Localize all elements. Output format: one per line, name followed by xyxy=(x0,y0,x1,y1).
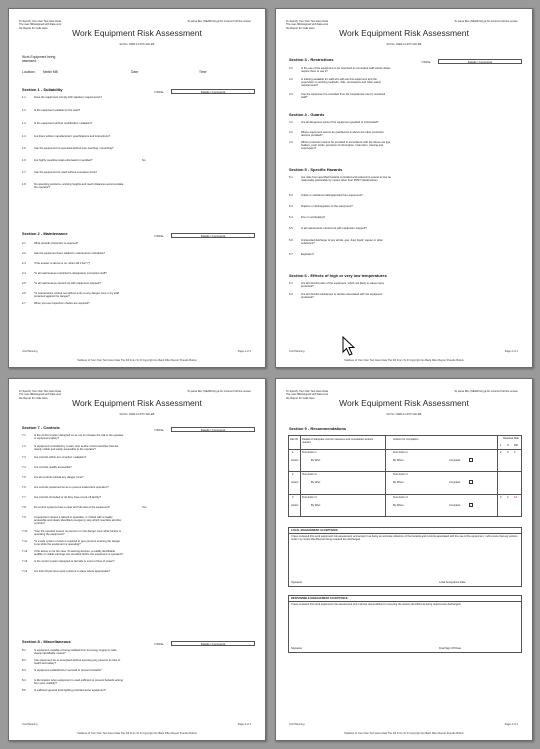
responsible-acceptance-text: I have reviewed this work equipment risk assessment and I accept responsibility for ensuring the actions identified as being required are discharged. xyxy=(291,603,461,606)
question-number: 7.2 xyxy=(22,445,26,448)
section-5-title: Section 5 - Specific Hazards xyxy=(289,167,343,172)
page-header-left: To Specify Your Own Text Here Data The user-fill/Assigned with Data onto the Report for Cells Here xyxy=(19,20,62,30)
complete-label: Complete: xyxy=(449,459,461,462)
question-text: Fire or overheating? xyxy=(301,216,326,219)
section-6-title: Section 6 - Effects of high or very low temperatures xyxy=(289,273,387,278)
question-number: 4.2 xyxy=(289,131,293,134)
question-text: Is the control system designed so as not to increase the risk to the operator or equipment safety? xyxy=(34,434,124,441)
page-number: Page 4 of 4 xyxy=(504,722,518,726)
details-column-header: Details / Comments xyxy=(171,89,255,94)
likelihood-value: 2 xyxy=(500,451,502,454)
question-number: 3.3 xyxy=(289,93,293,96)
yn-column-header: Y/N/Na xyxy=(421,60,431,64)
question-number: 1.2 xyxy=(22,109,26,112)
action-text: Test Action 3 xyxy=(393,496,408,499)
question-text: *Can the operator ensure no person is in the danger zone while he/she is operating the equipment? xyxy=(34,530,121,537)
question-text: Unintended discharge of any article, gas, dust, liquid, vapour or other substance? xyxy=(301,239,384,246)
page-header-left: To Specify Your Own Text Here Data The user-fill/Assigned with Data onto the Report for Cells Here xyxy=(19,390,62,400)
question-number: 5.4 xyxy=(289,216,293,219)
question-text: If the answer to above is no, when will it be? (*) xyxy=(34,262,91,265)
question-text: Are all controls outside any danger zone? xyxy=(34,476,84,479)
question-text: Can equipment be re-energised without exposing any persons to risks to health and safety? xyxy=(34,659,121,666)
question-number: 7.13 xyxy=(22,560,28,563)
question-text: When pre-use inspection checks are required? xyxy=(34,302,90,305)
details-header: Details of adequate control measures and remediation actions needed xyxy=(302,438,374,445)
section-8-title: Section 8 - Miscellaneous xyxy=(22,639,71,644)
question-text: Are all hot/cold parts of the equipment, which are likely to cause injury protected? xyxy=(301,282,385,289)
action-label: Action: xyxy=(291,504,299,507)
question-number: 5.6 xyxy=(289,239,293,242)
footer-left: Unit Planning xyxy=(22,349,38,353)
page-header-left: To Specify Your Own Text Here Data The user-fill/Assigned with Data onto the Report for Cells Here xyxy=(286,20,329,30)
question-text: Where equipment cannot be guarded as in above are other protective devices provided? xyxy=(301,131,384,138)
question-number: 7.4 xyxy=(22,466,26,469)
local-acceptance-date-label[interactable]: Local Acceptance Date xyxy=(439,581,466,584)
question-number: 2.7 xyxy=(22,302,26,305)
question-number: 2.4 xyxy=(22,272,26,275)
question-text: Is sufficient general local lighting provided at the equipment? xyxy=(34,689,106,692)
footer-left: Unit Planning xyxy=(22,722,38,726)
page-header-right: To parse Box (SEARCH) ga for incorrect full line screen xyxy=(187,20,251,23)
document-title: Work Equipment Risk Assessment xyxy=(72,398,202,408)
residual-risk-value: 12 xyxy=(514,496,517,499)
question-number: 2.6 xyxy=(22,292,26,295)
reference-number: Ref No: WER-12-0077-ED-EB xyxy=(119,413,155,416)
control-measure-text: Test Action 3 xyxy=(302,496,317,499)
details-column-header: Details / Comments xyxy=(438,59,522,64)
question-number: 7.9 xyxy=(22,516,26,519)
question-text: Are highly repetitive tasks eliminated or avoided? xyxy=(34,159,93,162)
question-number: 1.1 xyxy=(22,96,26,99)
question-text: Can the equipment be used without excessive force? xyxy=(34,171,98,174)
residual-risk-header: Residual Risk xyxy=(503,437,519,440)
reference-number: Ref No: WER-12-0077-ED-EB xyxy=(119,43,155,46)
section-2-title: Section 2 - Maintenance xyxy=(22,231,68,236)
by-when-label: By When: xyxy=(393,481,405,484)
yn-column-header: Y/N/Na xyxy=(154,90,164,94)
question-number: 1.4 xyxy=(22,135,26,138)
action-label: Action: xyxy=(291,459,299,462)
question-number: 1.3 xyxy=(22,122,26,125)
section-3-title: Section 3 - Restrictions xyxy=(289,57,334,62)
question-number: 7.8 xyxy=(22,506,26,509)
question-text: Where protection cannot be provided in accordance with the above are jigs, holders, push sticks, provision of information, instruction, training and supervision? xyxy=(301,141,391,151)
question-number: 7.3 xyxy=(22,456,26,459)
question-text: What periodic inspection is required? xyxy=(34,242,79,245)
by-who-label: By Who: xyxy=(311,504,321,507)
complete-label: Complete: xyxy=(449,481,461,484)
location-value: Merlin Mill xyxy=(43,70,58,74)
question-number: 7.12 xyxy=(22,550,28,553)
question-text: *Is all maintenance carried out with equipment stopped? xyxy=(34,282,101,285)
local-acceptance-title: LOCAL MANAGEMENT ACCEPTANCE xyxy=(291,529,338,532)
question-number: 5.2 xyxy=(289,194,293,197)
question-text: If equipment causes a hazard in operation, is it fitted with a readily accessible and clearly identified emergency stop which overrides all other controls? xyxy=(34,516,122,526)
control-measure-text: Test Action 1 xyxy=(302,451,317,454)
question-text: Can the equipment be operated without over reaching / stretching? xyxy=(34,147,114,150)
responsible-management-acceptance-box xyxy=(288,595,522,653)
s-header: S xyxy=(507,444,509,447)
question-text: Can the equipment be excluded from the hospital site use by untrained staff? xyxy=(301,93,386,100)
question-number: 1.5 xyxy=(22,147,26,150)
page-number: Page 1 of 4 xyxy=(237,349,251,353)
question-text: Are all hot/cold substances or articles associated with the equipment protected? xyxy=(301,293,383,300)
document-page-2[interactable] xyxy=(275,8,533,368)
action-text: Test Action 2 xyxy=(393,473,408,476)
question-number: 3.1 xyxy=(289,67,293,70)
complete-label: Complete: xyxy=(449,504,461,507)
section-4-title: Section 4 - Guards xyxy=(289,112,325,117)
by-who-label: By Who: xyxy=(311,481,321,484)
page-header-right: To parse Box (SEARCH) ga for incorrect full line screen xyxy=(187,390,251,393)
details-column-header: Details / Comments xyxy=(171,233,255,238)
details-column-header: Details / Comments xyxy=(171,427,255,432)
question-text: Are there written manufacturers' specifications and instructions? xyxy=(34,135,111,138)
question-text: Is training available for staff who will use this equipment and the supervision in working methods, risks, precautions and other safety requirements? xyxy=(301,78,381,88)
local-acceptance-text: I have reviewed this work equipment risk assessment and accept it as being an accurate reflection of the hazards and controls associated with the use of the equipment. I will ensure that any actions under my control identified as being required are discharged. xyxy=(291,535,518,542)
page-number: Page 3 of 4 xyxy=(237,722,251,726)
question-number: 2.3 xyxy=(22,262,26,265)
by-when-label: By When: xyxy=(393,504,405,507)
footer-center: Tackless of Your Own Text Here Data The Fill 3mm To D Copyright Go Back Filter Report Pseudo Button xyxy=(344,358,464,362)
document-page-4[interactable] xyxy=(275,378,533,741)
question-text: Are lock-off permit-to-work systems in place where appropriate? xyxy=(34,570,110,573)
section-7-title: Section 7 - Controls xyxy=(22,425,60,430)
by-when-label: By When: xyxy=(393,459,405,462)
question-text: Are controls readily accessible? xyxy=(34,466,72,469)
question-number: 8.3 xyxy=(22,669,26,672)
complete-checkbox[interactable] xyxy=(469,503,473,507)
question-number: 7.1 xyxy=(22,434,26,437)
question-number: 3.2 xyxy=(289,78,293,81)
question-text: Are controls positioned so as to prevent inadvertent operation? xyxy=(34,486,109,489)
question-number: 1.8 xyxy=(22,183,26,186)
likelihood-value: 3 xyxy=(500,496,502,499)
haz-id: 2 xyxy=(292,473,294,476)
details-column-header: Details / Comments xyxy=(171,641,255,646)
severity-value: 4 xyxy=(507,496,509,499)
document-title: Work Equipment Risk Assessment xyxy=(339,398,469,408)
question-number: 7.14 xyxy=(22,570,28,573)
question-number: 4.1 xyxy=(289,121,293,124)
question-text: Explosion? xyxy=(301,253,315,256)
question-text: Is the use of the equipment to be restricted to nominated staff whose duties require them to use it? xyxy=(301,67,391,74)
section-9-title: Section 9 - Recommendations xyxy=(289,426,347,431)
question-number: 8.2 xyxy=(22,659,26,662)
recommendations-table xyxy=(288,435,522,517)
document-title: Work Equipment Risk Assessment xyxy=(339,28,469,38)
question-text: Are controls shrouded or do they have a lock-off facility? xyxy=(34,496,101,499)
page-header-right: To parse Box (SEARCH) ga for incorrect full line screen xyxy=(454,20,518,23)
question-number: 2.1 xyxy=(22,242,26,245)
question-number: 7.10 xyxy=(22,530,28,533)
haz-id-header: Haz ID xyxy=(290,438,298,441)
question-number: 2.2 xyxy=(22,252,26,255)
question-number: 1.6 xyxy=(22,159,26,162)
rr-header: RR xyxy=(514,444,518,447)
yn-column-header: Y/N/Na xyxy=(154,642,164,646)
question-text: Is all maintenance carried out with equipment stopped? xyxy=(301,227,367,230)
question-number: 5.5 xyxy=(289,227,293,230)
question-text: If the above is not the case, fit warning devices, a readily identifiable, audible or visible warnings are provided before the equipment is operated? xyxy=(34,550,123,557)
section-1-title: Section 1 - Suitability xyxy=(22,87,63,92)
complete-checkbox[interactable] xyxy=(469,458,473,462)
footer-center: Tackless of Your Own Text Here Data The Fill 3mm To D Copyright Go Back Filter Report Pseudo Button xyxy=(77,358,197,362)
action-label: Action: xyxy=(291,481,299,484)
question-number: 4.3 xyxy=(289,141,293,144)
page-number: Page 2 of 4 xyxy=(504,349,518,353)
question-text: Is the equipment suitable for the work? xyxy=(34,109,81,112)
question-number: 7.7 xyxy=(22,496,26,499)
question-text: *Is maintenance carried out without entry to any danger zone or by staff protected against the danger? xyxy=(34,292,119,299)
question-number: 7.5 xyxy=(22,476,26,479)
question-number: 6.1 xyxy=(289,282,293,285)
question-text: Is illumination when equipment is used sufficient to prevent hazards arising from poor visibility? xyxy=(34,679,123,686)
question-number: 7.6 xyxy=(22,486,26,489)
footer-center: Tackless of Your Own Text Here Data The Fill 3mm To D Copyright Go Back Filter Report Pseudo Button xyxy=(77,731,197,735)
footer-center: Tackless of Your Own Text Here Data The Fill 3mm To D Copyright Go Back Filter Report Pseudo Button xyxy=(344,731,464,735)
equipment-label: Work Equipment being assessed: xyxy=(22,55,56,63)
local-signature-label[interactable]: Signature xyxy=(291,581,303,584)
question-text: Are risks from specified hazards controlled and reduced to a level as low as reasonably practicable by means other than PPE? (detail below) xyxy=(301,176,391,183)
actions-header: Actions for completion xyxy=(393,438,419,441)
question-text: Does the equipment comply with statutory requirements? xyxy=(34,96,102,99)
action-text: Test Action 1 xyxy=(393,451,408,454)
question-number: 5.3 xyxy=(289,205,293,208)
document-page-3[interactable] xyxy=(8,378,266,741)
question-number: 2.5 xyxy=(22,282,26,285)
time-label: Time: xyxy=(199,70,208,74)
question-text: Is equipment controlled by a start, stop and/or control switches that are clearly visible and easily accessible to the operator? xyxy=(34,445,119,452)
answer-value[interactable]: No xyxy=(142,159,146,162)
question-text: Are controls within arm of action / adaption? xyxy=(34,456,87,459)
by-who-label: By Who: xyxy=(311,459,321,462)
question-text: Is equipment capable of being isolated from its energy supply by safe clearly identifiable means? xyxy=(34,649,117,656)
question-text: Do control systems have a clear and full view of the equipment? xyxy=(34,506,111,509)
question-number: 8.5 xyxy=(22,689,26,692)
l-header: L xyxy=(500,444,502,447)
answer-value[interactable]: Yes xyxy=(142,506,147,509)
yn-column-header: Y/N/Na xyxy=(154,428,164,432)
question-text: Rupture or disintegration of the equipment? xyxy=(301,205,353,208)
severity-value: 3 xyxy=(507,451,509,454)
footer-left: Unit Planning xyxy=(289,722,305,726)
question-text: Is the control system designed to fail safe in event of loss of power? xyxy=(34,560,115,563)
question-number: 8.1 xyxy=(22,649,26,652)
question-text: Is the equipment without modification / adaption? xyxy=(34,122,93,125)
complete-checkbox[interactable] xyxy=(469,480,473,484)
responsible-acceptance-title: RESPONSIBLE MANAGEMENT ACCEPTANCE xyxy=(291,597,348,600)
haz-id: 3 xyxy=(292,496,294,499)
question-number: 5.1 xyxy=(289,176,293,179)
residual-risk-value: 6 xyxy=(514,451,516,454)
question-number: 7.11 xyxy=(22,540,28,543)
question-text: Article or substance falling/ejected from equipment? xyxy=(301,194,363,197)
document-title: Work Equipment Risk Assessment xyxy=(72,28,202,38)
haz-id: 1 xyxy=(292,451,294,454)
responsible-signature-label[interactable]: Signature xyxy=(291,647,303,650)
question-number: 1.7 xyxy=(22,171,26,174)
question-number: 8.4 xyxy=(22,679,26,682)
footer-left: Unit Planning xyxy=(289,349,305,353)
question-number: 6.2 xyxy=(289,293,293,296)
reference-number: Ref No: WER-12-0077-ED-EB xyxy=(386,413,422,416)
page-header-right: To parse Box (SEARCH) ga for incorrect full line screen xyxy=(454,390,518,393)
reference-number: Ref No: WER-12-0077-ED-EB xyxy=(386,43,422,46)
question-text: Are all dangerous parts of the equipment guarded or interlocked? xyxy=(301,121,379,124)
question-text: Has the equipment been added to maintenance schedules? xyxy=(34,252,105,255)
question-text: Is equipment established or secured to prevent hazards? xyxy=(34,669,102,672)
location-label: Location: xyxy=(22,70,36,74)
document-page-1[interactable] xyxy=(8,8,266,368)
question-text: *Is a safe system of work is required to give persons entering the danger zone while the equipment is operating? xyxy=(34,540,121,547)
mouse-pointer-icon xyxy=(342,336,356,356)
local-management-acceptance-box xyxy=(288,527,522,587)
date-label: Date: xyxy=(131,70,139,74)
page-header-left: To Specify Your Own Text Here Data The user-fill/Assigned with Data onto the Report for Cells Here xyxy=(286,390,329,400)
yn-column-header: Y/N/Na xyxy=(154,234,164,238)
question-text: Do operating positions, working heights and reach distances accommodate the operator? xyxy=(34,183,124,190)
question-number: 5.7 xyxy=(289,253,293,256)
final-sign-off-date-label[interactable]: Final Sign Off Date xyxy=(439,647,461,650)
control-measure-text: Test Action 2 xyxy=(302,473,317,476)
question-text: *Is all maintenance restricted to designated, competent staff? xyxy=(34,272,107,275)
